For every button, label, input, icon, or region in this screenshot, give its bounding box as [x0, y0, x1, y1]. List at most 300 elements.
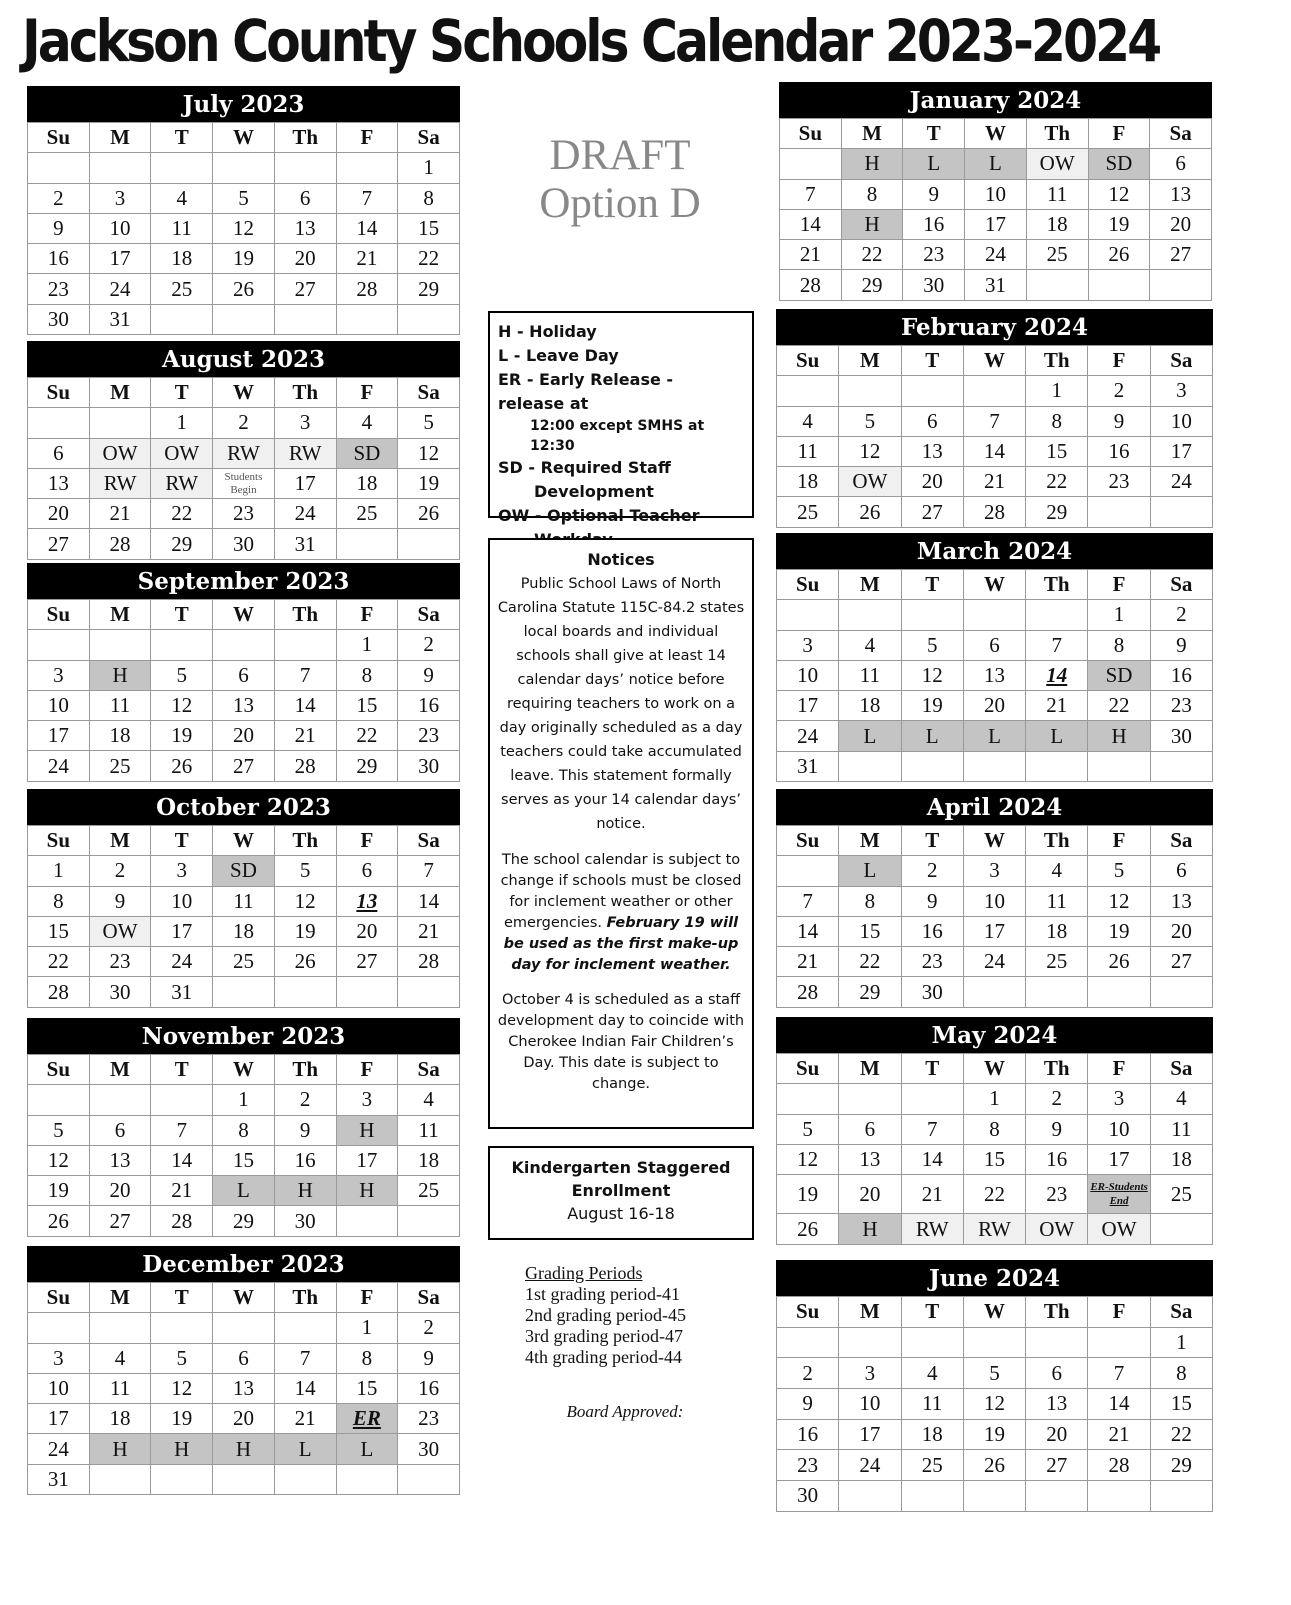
weekday-label: Th: [1026, 119, 1088, 149]
day-cell: [1088, 977, 1150, 1007]
day-cell: 7: [336, 183, 398, 213]
month-november-2023: [27, 1018, 460, 1237]
day-cell: 21: [336, 244, 398, 274]
weekday-label: Su: [777, 346, 839, 376]
day-cell: 27: [336, 947, 398, 977]
day-cell: 6: [963, 630, 1025, 660]
week-row: [777, 916, 1213, 946]
notices-paragraph-3: October 4 is scheduled as a staff development day to coincide with Cherokee Indian Fair Children’s Day. This date is subject to change.: [497, 992, 745, 1092]
day-cell: 31: [965, 270, 1027, 300]
day-cell: 10: [28, 1373, 90, 1403]
week-row: [777, 1214, 1213, 1244]
day-cell: 25: [1150, 1175, 1212, 1214]
day-cell: 6: [89, 1115, 151, 1145]
day-cell: 9: [903, 179, 965, 209]
day-cell: 26: [151, 751, 213, 781]
day-cell: [151, 1085, 213, 1115]
day-cell: 23: [89, 947, 151, 977]
day-cell: 18: [398, 1145, 460, 1175]
day-cell: [213, 1313, 275, 1343]
day-cell: 18: [1026, 916, 1088, 946]
day-cell: 28: [777, 977, 839, 1007]
day-cell: 3: [777, 630, 839, 660]
day-cell: [274, 977, 336, 1007]
week-row: [28, 660, 460, 690]
day-cell: 30: [398, 1434, 460, 1464]
day-cell: 11: [398, 1115, 460, 1145]
day-cell: 14: [398, 886, 460, 916]
day-cell: 24: [28, 751, 90, 781]
day-cell: 22: [28, 947, 90, 977]
day-cell: 8: [1088, 630, 1150, 660]
notices-paragraph-2b: February 19 will be used as the first make-up day for inclement weather.: [503, 915, 739, 973]
day-cell: [963, 376, 1025, 406]
day-cell: L: [274, 1434, 336, 1464]
day-cell: 2: [398, 630, 460, 660]
day-cell: 10: [28, 690, 90, 720]
day-cell: [1150, 751, 1212, 781]
weekday-header-row: [28, 826, 460, 856]
month-table: [776, 345, 1213, 528]
day-cell: H: [274, 1176, 336, 1206]
day-cell: H: [336, 1176, 398, 1206]
day-cell: 10: [1088, 1114, 1150, 1144]
month-table: [27, 122, 460, 335]
weekday-label: Th: [1026, 826, 1088, 856]
day-cell: [1150, 977, 1212, 1007]
day-cell: 31: [89, 304, 151, 334]
day-cell: [336, 153, 398, 183]
day-cell: 2: [901, 856, 963, 886]
day-cell: 11: [777, 436, 839, 466]
day-cell: 3: [839, 1358, 901, 1389]
day-cell: L: [963, 721, 1025, 751]
week-row: [28, 1404, 460, 1434]
weekday-label: Su: [777, 826, 839, 856]
day-cell: 12: [28, 1145, 90, 1175]
weekday-label: Sa: [398, 826, 460, 856]
month-table: [776, 1296, 1213, 1512]
day-cell: [839, 1327, 901, 1358]
day-cell: [839, 376, 901, 406]
day-cell: 2: [398, 1313, 460, 1343]
month-header: August 2023: [27, 341, 460, 377]
weekday-label: M: [89, 378, 151, 408]
weekday-label: Th: [274, 378, 336, 408]
week-row: [777, 886, 1213, 916]
month-table: [776, 825, 1213, 1008]
weekday-label: Su: [28, 123, 90, 153]
day-cell: 19: [901, 691, 963, 721]
day-cell: 7: [1026, 630, 1088, 660]
day-cell: 13: [1150, 179, 1212, 209]
day-cell: 5: [1088, 856, 1150, 886]
day-cell: 1: [336, 630, 398, 660]
day-cell: 22: [841, 240, 903, 270]
weekday-label: F: [336, 378, 398, 408]
week-row: [777, 1144, 1213, 1174]
legend-optional-workday: OW - Optional Teacher: [498, 506, 700, 525]
day-cell: 22: [1026, 467, 1088, 497]
day-cell: 24: [28, 1434, 90, 1464]
weekday-label: Su: [28, 1283, 90, 1313]
day-cell: 15: [1026, 436, 1088, 466]
day-cell: 6: [213, 660, 275, 690]
day-cell: 25: [89, 751, 151, 781]
week-row: [777, 1175, 1213, 1214]
day-cell: 4: [89, 1343, 151, 1373]
day-cell: 9: [1088, 406, 1150, 436]
day-cell: OW: [89, 438, 151, 468]
day-cell: 13: [89, 1145, 151, 1175]
day-cell: 18: [89, 1404, 151, 1434]
calendar-title: Jackson County Schools Calendar 2023-2024: [22, 7, 1160, 75]
day-cell: 8: [1026, 406, 1088, 436]
legend-staff-dev-2: Development: [534, 482, 654, 501]
week-row: [777, 630, 1213, 660]
day-cell: [398, 977, 460, 1007]
week-row: [28, 886, 460, 916]
day-cell: 30: [274, 1206, 336, 1236]
day-cell: 14: [963, 436, 1025, 466]
day-cell: 3: [28, 660, 90, 690]
day-cell: [839, 1084, 901, 1114]
day-cell: OW: [89, 916, 151, 946]
day-cell: 19: [1088, 209, 1150, 239]
day-cell: 21: [1026, 691, 1088, 721]
day-cell: 11: [213, 886, 275, 916]
day-cell: 18: [151, 244, 213, 274]
day-cell: 30: [901, 977, 963, 1007]
day-cell: 15: [336, 690, 398, 720]
day-cell: [213, 153, 275, 183]
day-cell: 6: [274, 183, 336, 213]
weekday-label: Th: [1026, 1297, 1088, 1328]
day-cell: 26: [839, 497, 901, 527]
weekday-label: Sa: [1150, 346, 1212, 376]
day-cell: 12: [1088, 179, 1150, 209]
week-row: [28, 183, 460, 213]
day-cell: 1: [28, 856, 90, 886]
day-cell: 29: [841, 270, 903, 300]
day-cell: 2: [28, 183, 90, 213]
day-cell: 18: [89, 721, 151, 751]
day-cell: 3: [1088, 1084, 1150, 1114]
week-row: [777, 1481, 1213, 1512]
day-cell: 26: [963, 1450, 1025, 1481]
day-cell: 21: [901, 1175, 963, 1214]
day-cell: 28: [1088, 1450, 1150, 1481]
day-cell: 16: [777, 1419, 839, 1450]
day-cell: 9: [398, 660, 460, 690]
day-cell: 28: [274, 751, 336, 781]
day-cell: 3: [1150, 376, 1212, 406]
day-cell: 25: [398, 1176, 460, 1206]
day-cell: 13: [213, 1373, 275, 1403]
weekday-label: T: [901, 826, 963, 856]
weekday-label: Su: [777, 570, 839, 600]
day-cell: 27: [28, 529, 90, 559]
day-cell: 3: [28, 1343, 90, 1373]
day-cell: 8: [336, 660, 398, 690]
day-cell: 1: [336, 1313, 398, 1343]
day-cell: [1026, 270, 1088, 300]
day-cell: [89, 408, 151, 438]
day-cell: 24: [1150, 467, 1212, 497]
day-cell: 23: [213, 499, 275, 529]
kindergarten-line-1: Kindergarten Staggered: [511, 1158, 731, 1177]
week-row: [777, 406, 1213, 436]
day-cell: [777, 1084, 839, 1114]
week-row: [777, 1084, 1213, 1114]
day-cell: 6: [336, 856, 398, 886]
day-cell: [274, 153, 336, 183]
week-row: [777, 600, 1213, 630]
day-cell: 2: [1026, 1084, 1088, 1114]
day-cell: 19: [28, 1176, 90, 1206]
week-row: [777, 497, 1213, 527]
day-cell: 29: [151, 529, 213, 559]
day-cell: [274, 1464, 336, 1494]
weekday-label: T: [151, 378, 213, 408]
day-cell: 13: [839, 1144, 901, 1174]
day-cell: [28, 1085, 90, 1115]
day-cell: L: [213, 1176, 275, 1206]
day-cell: 30: [89, 977, 151, 1007]
week-row: [28, 690, 460, 720]
weekday-label: F: [336, 123, 398, 153]
day-cell: 12: [963, 1389, 1025, 1420]
day-cell: 15: [1150, 1389, 1212, 1420]
day-cell: OW: [1026, 149, 1088, 179]
weekday-label: W: [213, 600, 275, 630]
day-cell: 11: [89, 1373, 151, 1403]
day-cell: 14: [901, 1144, 963, 1174]
day-cell: 13: [1026, 1389, 1088, 1420]
day-cell: 17: [963, 916, 1025, 946]
weekday-header-row: [28, 123, 460, 153]
legend-early-release-note: 12:00 except SMHS at 12:30: [530, 418, 705, 454]
week-row: [780, 240, 1212, 270]
day-cell: 18: [336, 468, 398, 498]
day-cell: 13: [1150, 886, 1212, 916]
day-cell: 10: [1150, 406, 1212, 436]
day-cell: H: [151, 1434, 213, 1464]
weekday-label: M: [839, 1297, 901, 1328]
day-cell: L: [839, 856, 901, 886]
day-cell: [336, 304, 398, 334]
day-cell: ER: [336, 1404, 398, 1434]
weekday-label: M: [89, 600, 151, 630]
day-cell: 30: [1150, 721, 1212, 751]
month-april-2024: [776, 789, 1213, 1008]
month-table: [776, 569, 1213, 782]
day-cell: 23: [777, 1450, 839, 1481]
day-cell: [151, 1313, 213, 1343]
weekday-label: Th: [274, 123, 336, 153]
weekday-label: Th: [1026, 570, 1088, 600]
day-cell: [89, 153, 151, 183]
day-cell: 17: [839, 1419, 901, 1450]
day-cell: 15: [398, 213, 460, 243]
day-cell: 13: [336, 886, 398, 916]
day-cell: 26: [777, 1214, 839, 1244]
day-cell: 18: [1026, 209, 1088, 239]
day-cell: 15: [28, 916, 90, 946]
week-row: [28, 1085, 460, 1115]
day-cell: [213, 977, 275, 1007]
day-cell: 9: [901, 886, 963, 916]
day-cell: 7: [777, 886, 839, 916]
weekday-label: Sa: [398, 1055, 460, 1085]
grading-period-2: 2nd grading period-45: [525, 1305, 686, 1325]
weekday-label: F: [336, 826, 398, 856]
weekday-label: T: [151, 600, 213, 630]
day-cell: 28: [336, 274, 398, 304]
day-cell: 20: [963, 691, 1025, 721]
day-cell: [901, 600, 963, 630]
day-cell: 25: [151, 274, 213, 304]
day-cell: 16: [1026, 1144, 1088, 1174]
day-cell: 2: [1150, 600, 1212, 630]
day-cell: ER-Students End: [1088, 1175, 1150, 1214]
day-cell: 11: [151, 213, 213, 243]
day-cell: [901, 376, 963, 406]
weekday-label: Sa: [1150, 570, 1212, 600]
week-row: [777, 467, 1213, 497]
weekday-header-row: [780, 119, 1212, 149]
day-cell: L: [903, 149, 965, 179]
month-header: February 2024: [776, 309, 1213, 345]
day-cell: H: [89, 660, 151, 690]
day-cell: 21: [780, 240, 842, 270]
week-row: [28, 1464, 460, 1494]
month-july-2023: [27, 86, 460, 335]
week-row: [28, 468, 460, 498]
day-cell: 15: [336, 1373, 398, 1403]
weekday-label: W: [213, 826, 275, 856]
day-cell: 14: [777, 916, 839, 946]
day-cell: 7: [274, 1343, 336, 1373]
week-row: [777, 376, 1213, 406]
day-cell: RW: [151, 468, 213, 498]
day-cell: 25: [1026, 240, 1088, 270]
day-cell: 2: [777, 1358, 839, 1389]
day-cell: 18: [213, 916, 275, 946]
day-cell: 20: [336, 916, 398, 946]
day-cell: 23: [1026, 1175, 1088, 1214]
day-cell: 8: [963, 1114, 1025, 1144]
day-cell: 11: [839, 660, 901, 690]
day-cell: 11: [89, 690, 151, 720]
weekday-label: T: [151, 1283, 213, 1313]
month-header: January 2024: [779, 82, 1212, 118]
day-cell: 23: [28, 274, 90, 304]
day-cell: 5: [213, 183, 275, 213]
day-cell: [274, 630, 336, 660]
day-cell: 23: [1150, 691, 1212, 721]
day-cell: OW: [839, 467, 901, 497]
day-cell: 11: [1026, 886, 1088, 916]
legend-leave: L - Leave Day: [498, 346, 619, 365]
day-cell: 30: [213, 529, 275, 559]
month-march-2024: [776, 533, 1213, 782]
day-cell: 20: [839, 1175, 901, 1214]
week-row: [28, 244, 460, 274]
day-cell: 1: [1150, 1327, 1212, 1358]
day-cell: 27: [89, 1206, 151, 1236]
day-cell: 12: [839, 436, 901, 466]
day-cell: [336, 1206, 398, 1236]
day-cell: H: [841, 209, 903, 239]
day-cell: [336, 1464, 398, 1494]
day-cell: 20: [28, 499, 90, 529]
day-cell: 10: [777, 660, 839, 690]
weekday-header-row: [28, 1283, 460, 1313]
month-header: September 2023: [27, 563, 460, 599]
grading-heading: Grading Periods: [525, 1263, 643, 1283]
day-cell: 7: [963, 406, 1025, 436]
week-row: [777, 660, 1213, 690]
weekday-label: Sa: [398, 600, 460, 630]
day-cell: [213, 304, 275, 334]
day-cell: 9: [777, 1389, 839, 1420]
weekday-label: M: [89, 1283, 151, 1313]
day-cell: 16: [28, 244, 90, 274]
day-cell: 24: [963, 947, 1025, 977]
day-cell: [839, 1481, 901, 1512]
day-cell: 12: [213, 213, 275, 243]
day-cell: [777, 376, 839, 406]
day-cell: 16: [1150, 660, 1212, 690]
day-cell: 7: [151, 1115, 213, 1145]
week-row: [28, 213, 460, 243]
day-cell: 1: [151, 408, 213, 438]
day-cell: 12: [151, 690, 213, 720]
week-row: [28, 529, 460, 559]
weekday-header-row: [28, 1055, 460, 1085]
day-cell: L: [336, 1434, 398, 1464]
day-cell: [1150, 1214, 1212, 1244]
day-cell: 3: [336, 1085, 398, 1115]
day-cell: 31: [28, 1464, 90, 1494]
weekday-label: Su: [780, 119, 842, 149]
day-cell: [1026, 1327, 1088, 1358]
day-cell: 18: [777, 467, 839, 497]
day-cell: [151, 304, 213, 334]
weekday-label: Su: [28, 826, 90, 856]
day-cell: 8: [213, 1115, 275, 1145]
day-cell: 20: [89, 1176, 151, 1206]
day-cell: 13: [901, 436, 963, 466]
day-cell: 10: [839, 1389, 901, 1420]
week-row: [28, 630, 460, 660]
day-cell: 12: [398, 438, 460, 468]
day-cell: 13: [213, 690, 275, 720]
weekday-label: F: [336, 1283, 398, 1313]
month-october-2023: [27, 789, 460, 1008]
day-cell: 6: [839, 1114, 901, 1144]
month-table: [27, 1054, 460, 1237]
day-cell: 19: [1088, 916, 1150, 946]
weekday-label: F: [1088, 570, 1150, 600]
day-cell: 17: [1150, 436, 1212, 466]
day-cell: [213, 1464, 275, 1494]
weekday-header-row: [777, 1297, 1213, 1328]
weekday-label: Sa: [398, 123, 460, 153]
day-cell: 18: [901, 1419, 963, 1450]
day-cell: 20: [213, 721, 275, 751]
